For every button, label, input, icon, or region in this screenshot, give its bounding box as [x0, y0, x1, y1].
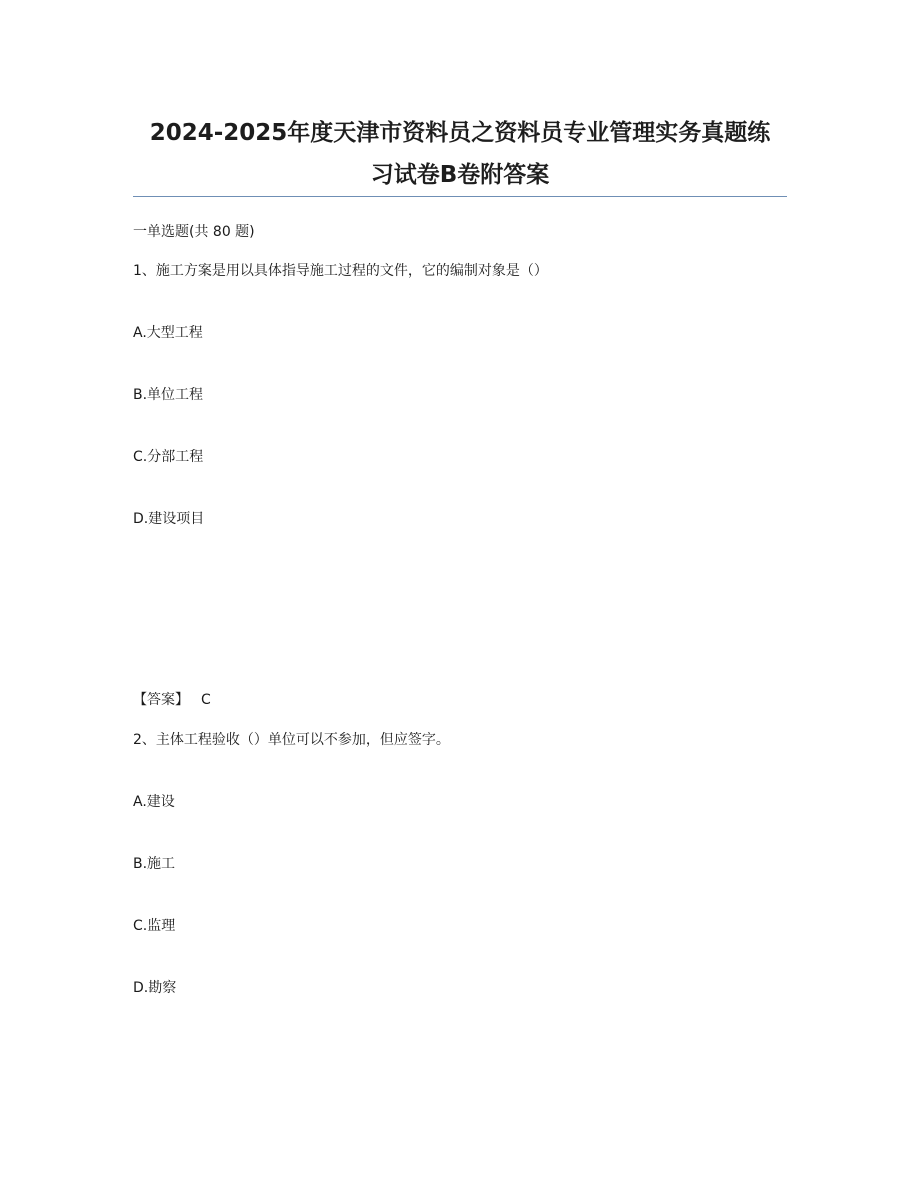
- question-1-option-c: C.分部工程: [133, 449, 204, 465]
- question-2-stem: 2、主体工程验收（）单位可以不参加，但应签字。: [133, 732, 450, 748]
- answer-value: C: [201, 692, 211, 708]
- answer-label: 【答案】: [133, 692, 189, 708]
- title-divider: [133, 196, 787, 197]
- question-2-option-d: D.勘察: [133, 980, 177, 996]
- question-1-stem: 1、施工方案是用以具体指导施工过程的文件，它的编制对象是（）: [133, 263, 548, 279]
- document-title-line-2: 习试卷B卷附答案: [370, 162, 550, 188]
- document-title-line-1: 2024-2025年度天津市资料员之资料员专业管理实务真题练: [149, 120, 771, 146]
- question-2-option-a: A.建设: [133, 794, 175, 810]
- question-1-answer: [133, 690, 211, 710]
- question-2-option-b: B.施工: [133, 856, 176, 872]
- question-2-option-c: C.监理: [133, 918, 176, 934]
- question-1-option-d: D.建设项目: [133, 511, 205, 527]
- document-title: [110, 112, 810, 196]
- question-1-option-b: B.单位工程: [133, 387, 204, 403]
- question-1-option-a: A.大型工程: [133, 325, 203, 341]
- section-heading: 一单选题(共 80 题): [133, 224, 255, 240]
